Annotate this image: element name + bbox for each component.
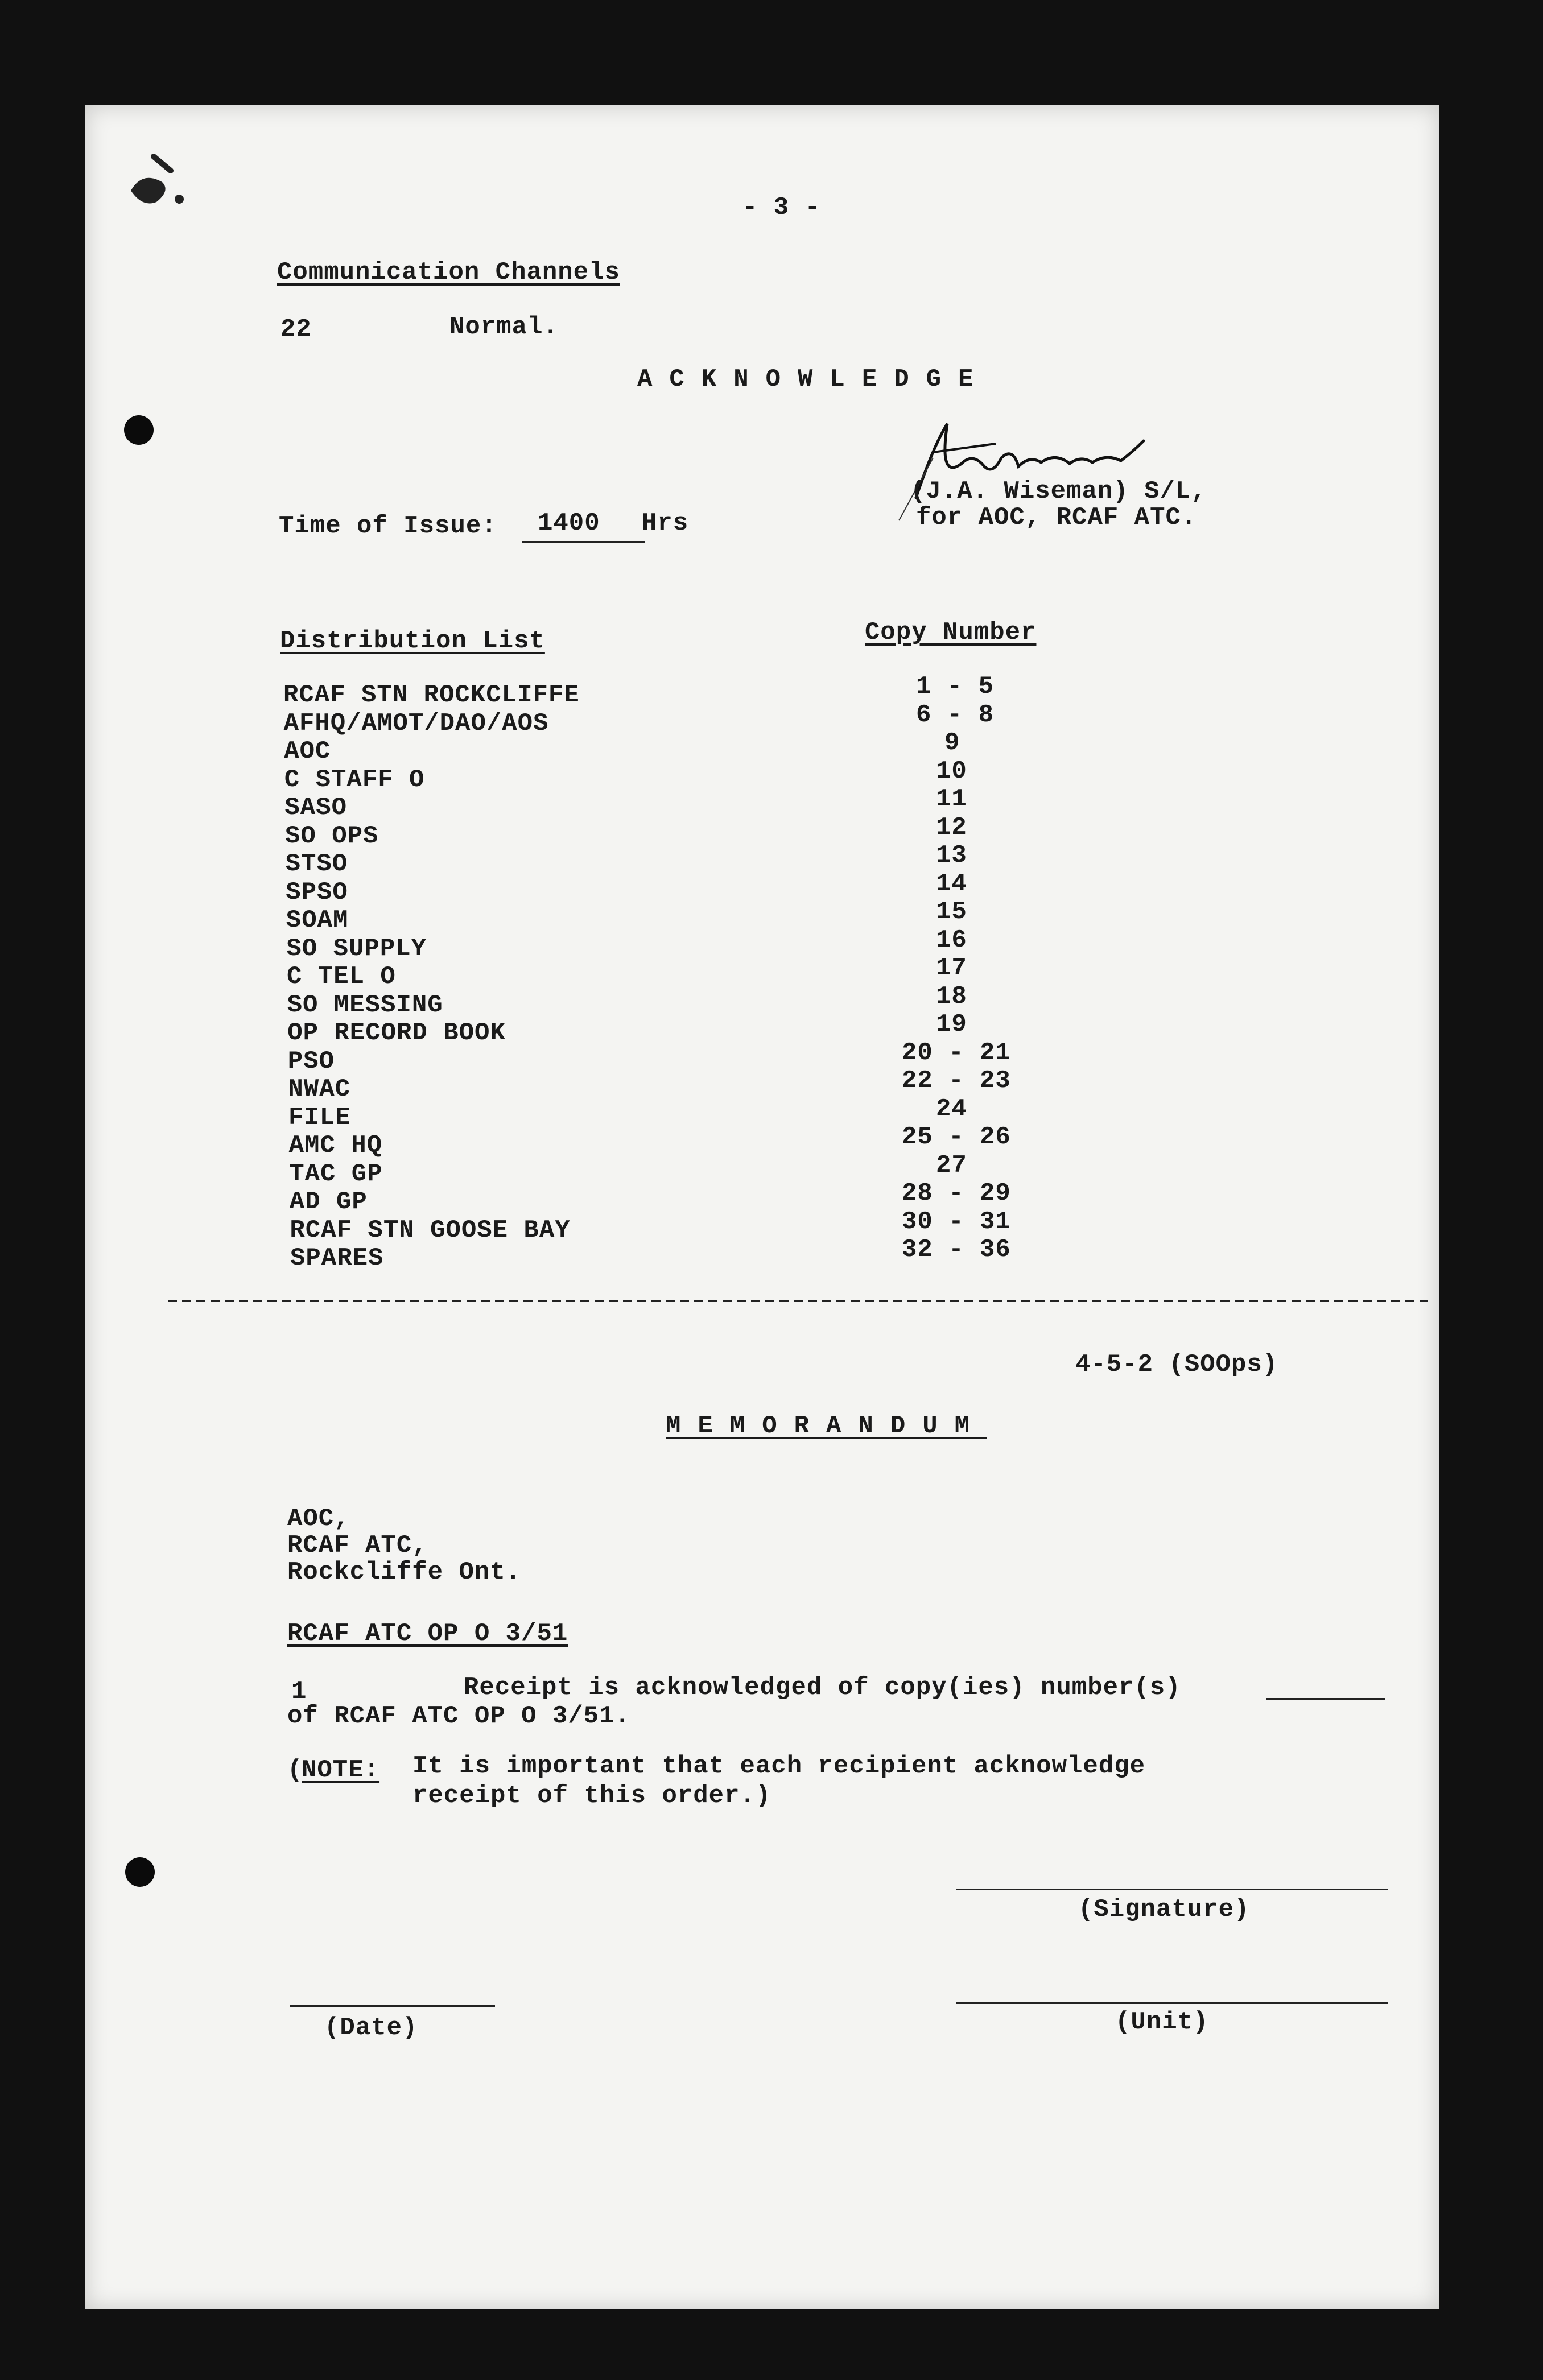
paragraph-line-1: Receipt is acknowledged of copy(ies) number(s) [464, 1674, 1181, 1702]
distribution-recipient: SOAM [286, 906, 349, 935]
distribution-recipient: PSO [287, 1047, 335, 1076]
document-page [85, 105, 1439, 2309]
distribution-copy-number: 13 [936, 841, 967, 870]
acknowledge-heading: ACKNOWLEDGE [637, 365, 991, 394]
address-line-3: Rockcliffe Ont. [287, 1558, 522, 1586]
distribution-recipient: AOC [284, 737, 331, 766]
distribution-copy-number: 12 [936, 813, 967, 842]
distribution-copy-number: 32 - 36 [902, 1236, 1011, 1264]
distribution-copy-number: 14 [936, 869, 967, 898]
address-line-1: AOC, [287, 1505, 350, 1533]
distribution-recipient: NWAC [288, 1075, 351, 1104]
distribution-copy-number: 28 - 29 [902, 1179, 1011, 1208]
distribution-recipient: AFHQ/AMOT/DAO/AOS [283, 709, 549, 738]
page-number: - 3 - [742, 193, 821, 222]
distribution-recipient: C TEL O [287, 962, 396, 991]
date-label: (Date) [324, 2014, 418, 2042]
punch-hole-bottom [125, 1857, 155, 1887]
distribution-copy-number: 19 [936, 1010, 967, 1039]
distribution-copy-number: 17 [936, 954, 967, 982]
memo-reference: 4-5-2 (SOOps) [1075, 1350, 1278, 1379]
distribution-list-heading: Distribution List [280, 627, 545, 655]
distribution-recipient: SO MESSING [287, 990, 443, 1019]
copy-number-heading: Copy Number [865, 618, 1037, 647]
punch-hole-top [124, 415, 154, 445]
distribution-recipient: RCAF STN GOOSE BAY [290, 1216, 571, 1245]
distribution-recipient: FILE [288, 1103, 351, 1132]
signature-label: (Signature) [1078, 1895, 1250, 1924]
distribution-recipient: SO OPS [285, 821, 379, 850]
distribution-copy-number: 22 - 23 [902, 1067, 1011, 1095]
time-of-issue-value: 1400 [538, 509, 600, 538]
memo-subject: RCAF ATC OP O 3/51 [287, 1619, 568, 1648]
dashed-separator [168, 1300, 1428, 1302]
address-line-2: RCAF ATC, [287, 1531, 428, 1560]
distribution-recipient: SPSO [286, 878, 348, 907]
note-label: NOTE: [302, 1756, 380, 1784]
distribution-copy-number: 20 - 21 [902, 1038, 1011, 1067]
distribution-copy-number: 24 [936, 1094, 967, 1123]
ink-smudge [108, 137, 193, 222]
distribution-copy-number: 25 - 26 [902, 1123, 1011, 1151]
distribution-copy-number: 15 [936, 898, 967, 926]
time-suffix: Hrs [642, 509, 689, 538]
distribution-recipient: AMC HQ [288, 1131, 383, 1160]
note-open-paren: ( [287, 1756, 303, 1784]
paragraph-line-2: of RCAF ATC OP O 3/51. [287, 1702, 630, 1730]
copy-number-blank-line [1266, 1698, 1385, 1700]
distribution-copy-number: 16 [936, 925, 967, 955]
distribution-recipient: RCAF STN ROCKCLIFFE [283, 681, 580, 709]
distribution-recipient: STSO [285, 850, 348, 878]
distribution-copy-number: 9 [944, 729, 960, 757]
distribution-recipient: OP RECORD BOOK [287, 1019, 506, 1047]
distribution-copy-number: 10 [936, 757, 967, 786]
distribution-copy-number: 6 - 8 [916, 700, 995, 729]
channel-value: Normal. [449, 313, 559, 341]
distribution-copy-number: 11 [936, 785, 967, 813]
signature-blank-line [956, 1889, 1388, 1890]
unit-label: (Unit) [1115, 2008, 1209, 2036]
distribution-recipient: SASO [284, 794, 348, 822]
note-line-2: receipt of this order.) [412, 1782, 772, 1810]
distribution-copy-number: 1 - 5 [916, 672, 995, 701]
unit-blank-line [956, 2002, 1388, 2004]
channel-number: 22 [280, 315, 312, 344]
distribution-recipient: C STAFF O [284, 765, 425, 794]
memorandum-title: MEMORANDUM [666, 1412, 987, 1440]
distribution-copy-number: 27 [936, 1151, 967, 1180]
distribution-recipient: AD GP [289, 1188, 368, 1216]
date-blank-line [290, 2005, 495, 2007]
distribution-copy-number: 30 - 31 [902, 1207, 1011, 1236]
distribution-recipient: TAC GP [289, 1159, 383, 1188]
time-underline [522, 541, 645, 543]
distribution-recipient: SPARES [290, 1244, 384, 1272]
signature-line-1: (J.A. Wiseman) S/L, [910, 477, 1207, 506]
communication-channels-heading: Communication Channels [277, 258, 620, 287]
time-of-issue-label: Time of Issue: [279, 512, 497, 540]
distribution-recipient: SO SUPPLY [286, 934, 427, 963]
distribution-copy-number: 18 [936, 982, 967, 1011]
note-line-1: It is important that each recipient acknowledge [412, 1752, 1146, 1780]
paragraph-number: 1 [291, 1677, 307, 1706]
signature-line-2: for AOC, RCAF ATC. [916, 503, 1197, 532]
